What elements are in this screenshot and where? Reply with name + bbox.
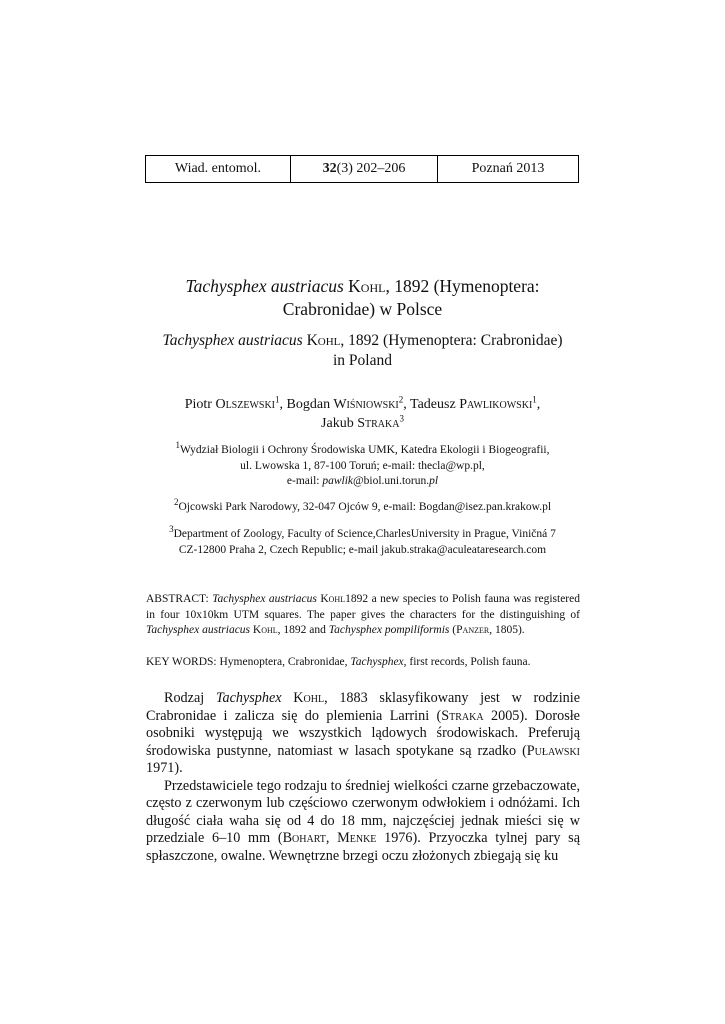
title-rest-line1: , 1892 (Hymenoptera: xyxy=(385,276,540,296)
title-en-rest-line2: in Poland xyxy=(333,352,392,369)
volume-number: 32 xyxy=(322,161,337,176)
title-rest-line2: Crabronidae) w Polsce xyxy=(282,299,443,319)
affiliation-3: $^3$Department of Zoology, Faculty of Science,CharlesUniversity in Prague, Viničná 7 CZ-12800 Praha 2, Czech Republic; e-mail jakub.straka@aculeataresearch.com xyxy=(169,524,556,556)
affiliation-1: $^1$Wydział Biologii i Ochrony Środowiska UMK, Katedra Ekologii i Biogeografii, ul. Lwowska 1, 87-100 Toruń; e-mail: thecla@wp.pl, e-mail: pawlik@biol.uni.torun.pl xyxy=(175,440,550,487)
paragraph-1: Rodzaj Tachysphex Kohl, 1883 sklasyfikowany jest w rodzinie Crabronidae i zalicza się do plemienia Larrini (Straka 2005). Dorosłe osobniki występują we wszystkich lądowych środowiskach. Preferują środowiska pustynne, natomiast w lasach spotykane są rzadko (Puławski 1971). xyxy=(146,690,580,776)
title-en-rest-line1: , 1892 (Hymenoptera: Crabronidae) xyxy=(340,332,563,349)
title-en-species: Tachysphex austriacus xyxy=(162,332,303,349)
author-list xyxy=(120,395,605,433)
affiliation-2: $^2$Ojcowski Park Narodowy, 32-047 Ojców 9, e-mail: Bogdan@isez.pan.krakow.pl xyxy=(173,497,552,513)
title-polish xyxy=(120,275,605,321)
title-author: Kohl xyxy=(348,276,386,296)
keywords-label: KEY WORDS: xyxy=(146,656,220,668)
author-2: Bogdan Wiśniowski$^2$, xyxy=(286,394,411,412)
journal-name: Wiad. entomol. xyxy=(174,161,262,176)
author-3: Tadeusz Pawlikowski$^1$, xyxy=(410,394,541,412)
keywords: KEY WORDS: Hymenoptera, Crabronidae, Tachysphex, first records, Polish fauna. xyxy=(146,656,531,668)
paragraph-2: Przedstawiciele tego rodzaju to średniej wielkości czarne grzebaczowate, często z czerwonym lub częściowo czerwonym odwłokiem i odnóżami. Ich długość ciała waha się od 4 do 18 mm, najczęściej jednak mieści się w przedziale 6–10 mm (Bohart, Menke 1976). Przyoczka tylnej pary są spłaszczone, owalne. Wewnętrzne brzegi oczu złożonych zbiegają się ku xyxy=(146,777,580,864)
body-text xyxy=(146,690,580,865)
author-1: Piotr Olszewski$^1$, xyxy=(184,394,287,412)
volume-pages xyxy=(290,156,437,182)
issue-pages: (3) 202–206 xyxy=(336,161,406,176)
journal-header-table xyxy=(145,155,579,183)
title-english xyxy=(120,331,605,371)
title-en-author: Kohl xyxy=(306,332,341,349)
title-species: Tachysphex austriacus xyxy=(185,276,344,296)
abstract-label: ABSTRACT: xyxy=(146,593,213,605)
author-4: Jakub Straka$^3$ xyxy=(321,413,404,431)
abstract: ABSTRACT: Tachysphex austriacus Kohl1892 a new species to Polish fauna was registered in four 10x10km UTM squares. The paper gives the characters for the distinguishing of Tachysphex austriacus Kohl, 1892 and Tachysphex pompiliformis (Panzer, 1805). xyxy=(146,593,580,636)
place-year: Poznań 2013 xyxy=(437,156,578,182)
